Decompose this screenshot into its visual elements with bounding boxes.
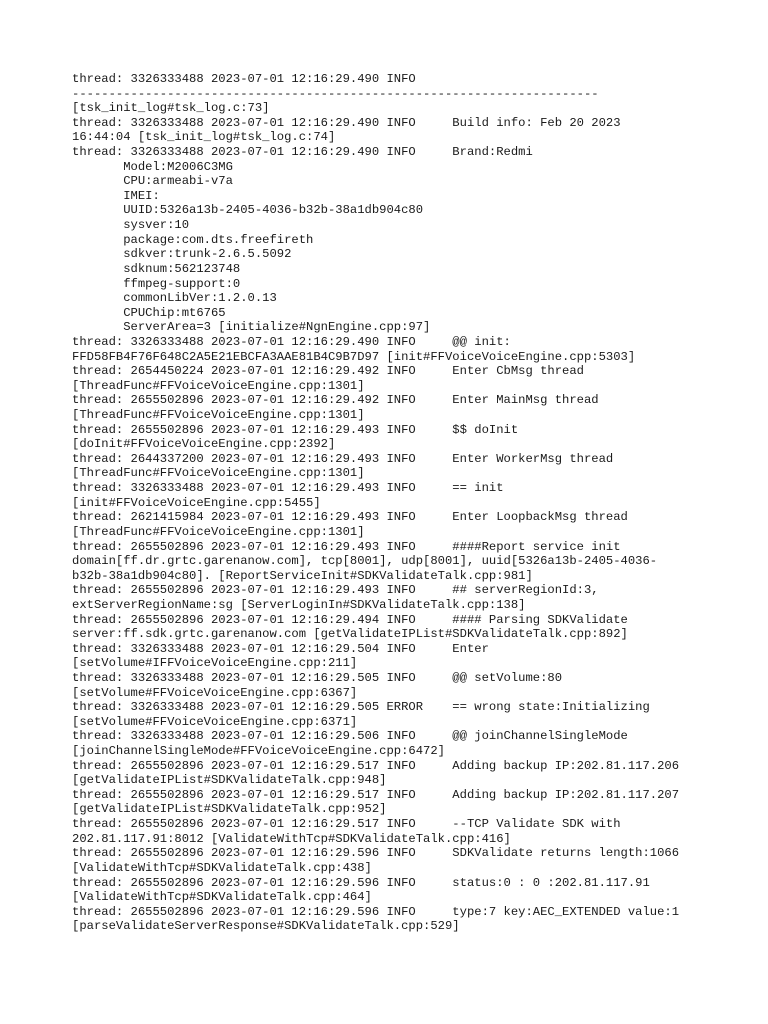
log-line: thread: 2655502896 2023-07-01 12:16:29.596 INFO type:7 key:AEC_EXTENDED value:1 bbox=[72, 904, 680, 919]
log-line: thread: 3326333488 2023-07-01 12:16:29.505 INFO @@ setVolume:80 bbox=[72, 670, 563, 685]
log-line: [ThreadFunc#FFVoiceVoiceEngine.cpp:1301] bbox=[72, 466, 365, 481]
log-line: thread: 3326333488 2023-07-01 12:16:29.493 INFO == init bbox=[72, 481, 504, 496]
log-line: sdkver:trunk-2.6.5.5092 bbox=[72, 247, 292, 262]
log-line: [getValidateIPList#SDKValidateTalk.cpp:948] bbox=[72, 773, 387, 788]
log-line: IMEI: bbox=[72, 188, 160, 203]
log-line: thread: 2621415984 2023-07-01 12:16:29.493 INFO Enter LoopbackMsg thread bbox=[72, 510, 628, 525]
log-line: thread: 2655502896 2023-07-01 12:16:29.517 INFO Adding backup IP:202.81.117.206 bbox=[72, 758, 680, 773]
log-line: 16:44:04 [tsk_init_log#tsk_log.c:74] bbox=[72, 130, 336, 145]
log-line: thread: 2655502896 2023-07-01 12:16:29.596 INFO SDKValidate returns length:1066 bbox=[72, 846, 680, 861]
log-line: [setVolume#FFVoiceVoiceEngine.cpp:6371] bbox=[72, 714, 358, 729]
log-line: [ValidateWithTcp#SDKValidateTalk.cpp:438] bbox=[72, 860, 372, 875]
log-line: sdknum:562123748 bbox=[72, 261, 241, 276]
log-line: commonLibVer:1.2.0.13 bbox=[72, 291, 277, 306]
log-line: thread: 2655502896 2023-07-01 12:16:29.517 INFO --TCP Validate SDK with bbox=[72, 817, 621, 832]
log-line: thread: 3326333488 2023-07-01 12:16:29.490 INFO Brand:Redmi bbox=[72, 145, 533, 160]
log-line: UUID:5326a13b-2405-4036-b32b-38a1db904c80 bbox=[72, 203, 424, 218]
log-line: [joinChannelSingleMode#FFVoiceVoiceEngine.cpp:6472] bbox=[72, 744, 445, 759]
log-line: sysver:10 bbox=[72, 218, 190, 233]
log-line: extServerRegionName:sg [ServerLoginIn#SDKValidateTalk.cpp:138] bbox=[72, 597, 526, 612]
log-line: ServerArea=3 [initialize#NgnEngine.cpp:97] bbox=[72, 320, 431, 335]
log-line: ffmpeg-support:0 bbox=[72, 276, 241, 291]
log-line: domain[ff.dr.grtc.garenanow.com], tcp[8001], udp[8001], uuid[5326a13b-2405-4036- bbox=[72, 554, 658, 569]
log-line: thread: 3326333488 2023-07-01 12:16:29.490 INFO Build info: Feb 20 2023 bbox=[72, 115, 621, 130]
log-line: [tsk_init_log#tsk_log.c:73] bbox=[72, 101, 270, 116]
log-line: [ThreadFunc#FFVoiceVoiceEngine.cpp:1301] bbox=[72, 408, 365, 423]
log-line: 202.81.117.91:8012 [ValidateWithTcp#SDKValidateTalk.cpp:416] bbox=[72, 831, 511, 846]
log-line: [ValidateWithTcp#SDKValidateTalk.cpp:464] bbox=[72, 890, 372, 905]
log-line: b32b-38a1db904c80]. [ReportServiceInit#SDKValidateTalk.cpp:981] bbox=[72, 568, 533, 583]
log-line: server:ff.sdk.grtc.garenanow.com [getValidateIPList#SDKValidateTalk.cpp:892] bbox=[72, 627, 628, 642]
log-document bbox=[72, 72, 762, 934]
log-line: [setVolume#IFFVoiceVoiceEngine.cpp:211] bbox=[72, 656, 358, 671]
log-line: [getValidateIPList#SDKValidateTalk.cpp:952] bbox=[72, 802, 387, 817]
log-line: CPUChip:mt6765 bbox=[72, 305, 226, 320]
log-line: [init#FFVoiceVoiceEngine.cpp:5455] bbox=[72, 495, 321, 510]
log-line: [ThreadFunc#FFVoiceVoiceEngine.cpp:1301] bbox=[72, 524, 365, 539]
log-line: thread: 2655502896 2023-07-01 12:16:29.494 INFO #### Parsing SDKValidate bbox=[72, 612, 628, 627]
log-line: thread: 2655502896 2023-07-01 12:16:29.493 INFO ####Report service init bbox=[72, 539, 621, 554]
log-line: thread: 2644337200 2023-07-01 12:16:29.493 INFO Enter WorkerMsg thread bbox=[72, 451, 614, 466]
log-line: thread: 2655502896 2023-07-01 12:16:29.493 INFO $$ doInit bbox=[72, 422, 519, 437]
log-line: thread: 3326333488 2023-07-01 12:16:29.490 INFO bbox=[72, 72, 416, 86]
log-line: thread: 3326333488 2023-07-01 12:16:29.504 INFO Enter bbox=[72, 641, 489, 656]
log-line: Model:M2006C3MG bbox=[72, 159, 233, 174]
log-line: thread: 2655502896 2023-07-01 12:16:29.517 INFO Adding backup IP:202.81.117.207 bbox=[72, 787, 680, 802]
log-line: CPU:armeabi-v7a bbox=[72, 174, 233, 189]
log-line: [parseValidateServerResponse#SDKValidateTalk.cpp:529] bbox=[72, 919, 460, 934]
log-line: [ThreadFunc#FFVoiceVoiceEngine.cpp:1301] bbox=[72, 378, 365, 393]
log-line: thread: 3326333488 2023-07-01 12:16:29.490 INFO @@ init: bbox=[72, 334, 511, 349]
log-line: thread: 3326333488 2023-07-01 12:16:29.506 INFO @@ joinChannelSingleMode bbox=[72, 729, 628, 744]
log-line: [doInit#FFVoiceVoiceEngine.cpp:2392] bbox=[72, 437, 336, 452]
log-line: ------------------------------------------------------------------------ bbox=[72, 86, 599, 101]
log-line: thread: 2654450224 2023-07-01 12:16:29.492 INFO Enter CbMsg thread bbox=[72, 364, 584, 379]
log-line: [setVolume#FFVoiceVoiceEngine.cpp:6367] bbox=[72, 685, 358, 700]
log-line: thread: 2655502896 2023-07-01 12:16:29.596 INFO status:0 : 0 :202.81.117.91 bbox=[72, 875, 650, 890]
log-line: thread: 2655502896 2023-07-01 12:16:29.493 INFO ## serverRegionId:3, bbox=[72, 583, 599, 598]
log-line: thread: 2655502896 2023-07-01 12:16:29.492 INFO Enter MainMsg thread bbox=[72, 393, 599, 408]
log-line: thread: 3326333488 2023-07-01 12:16:29.505 ERROR == wrong state:Initializing bbox=[72, 700, 650, 715]
log-line: package:com.dts.freefireth bbox=[72, 232, 314, 247]
log-line: FFD58FB4F76F648C2A5E21EBCFA3AAE81B4C9B7D97 [init#FFVoiceVoiceEngine.cpp:5303] bbox=[72, 349, 636, 364]
log-body bbox=[72, 72, 762, 934]
